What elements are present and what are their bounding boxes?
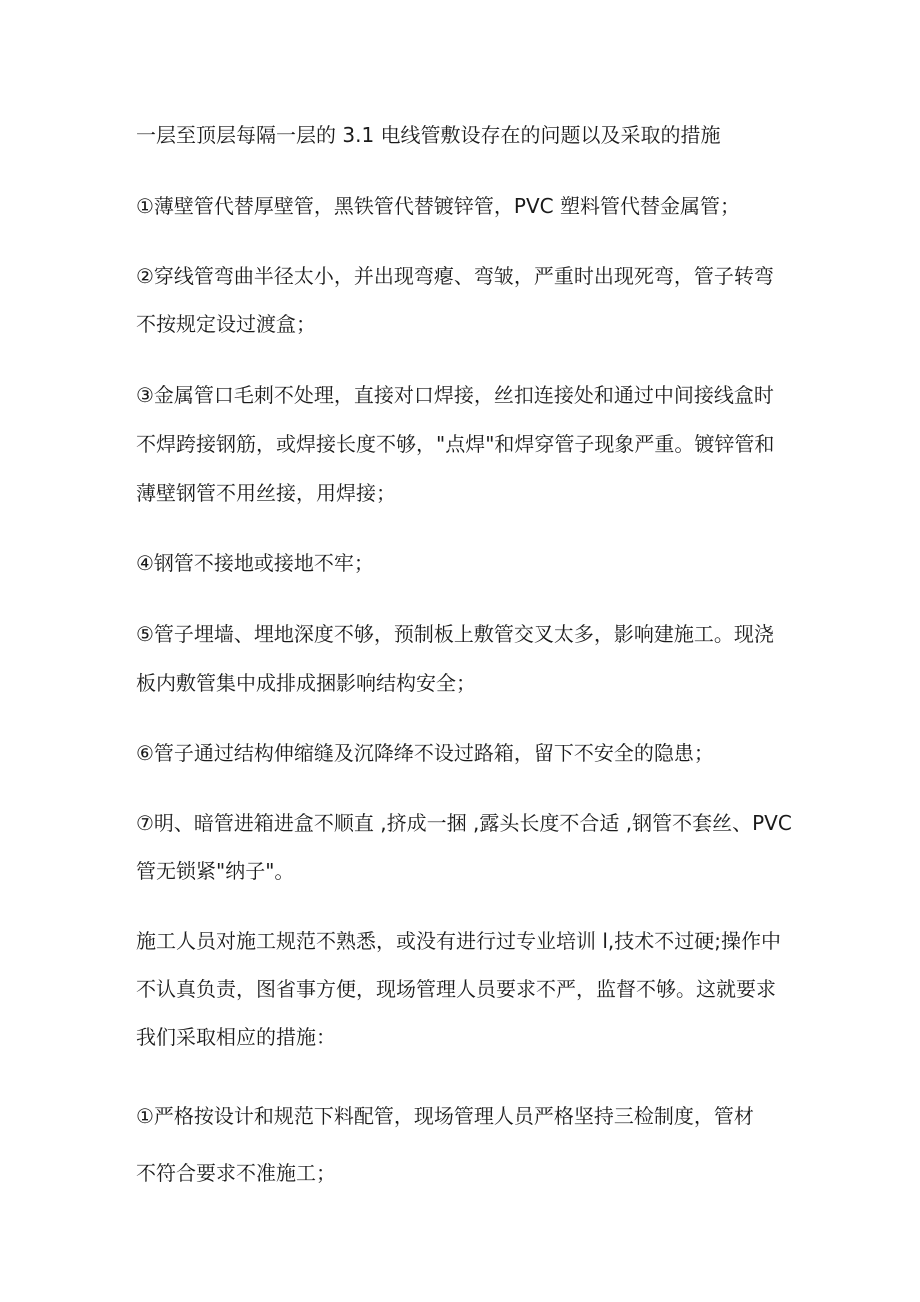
text-line: ⑦明、暗管进箱进盒不顺直 ,挤成一捆 ,露头长度不合适 ,钢管不套丝、PVC xyxy=(136,811,792,835)
text-line: ③金属管口毛刺不处理，直接对口焊接，丝扣连接处和通过中间接线盒时 xyxy=(136,383,774,407)
text-line: ①严格按设计和规范下料配管，现场管理人员严格坚持三检制度，管材 xyxy=(136,1104,754,1128)
text-line: 施工人员对施工规范不熟悉，或没有进行过专业培训 l,技术不过硬;操作中 xyxy=(136,929,782,953)
text-line: ⑥管子通过结构伸缩缝及沉降绛不设过路箱，留下不安全的隐患； xyxy=(136,741,714,765)
text-line: 不焊跨接钢筋，或焊接长度不够，"点焊"和焊穿管子现象严重。镀锌管和 xyxy=(136,432,775,456)
text-line: ②穿线管弯曲半径太小，并出现弯瘪、弯皱，严重时出现死弯，管子转弯 xyxy=(136,264,774,288)
text-line: ④钢管不接地或接地不牢； xyxy=(136,551,374,575)
text-line: ①薄壁管代替厚壁管，黑铁管代替镀锌管，PVC 塑料管代替金属管； xyxy=(136,194,740,218)
text-line: 薄壁钢管不用丝接，用焊接； xyxy=(136,481,396,505)
text-line: 板内敷管集中成排成捆影响结构安全； xyxy=(136,671,476,695)
text-line: 不符合要求不准施工； xyxy=(136,1161,336,1185)
text-line: 管无锁紧"纳子"。 xyxy=(136,859,295,883)
text-line: 不按规定设过渡盒； xyxy=(136,312,316,336)
text-line: ⑤管子埋墙、埋地深度不够，预制板上敷管交叉太多，影响建施工。现浇 xyxy=(136,622,774,646)
text-line: 我们采取相应的措施： xyxy=(136,1025,336,1049)
heading-line: 一层至顶层每隔一层的 3.1 电线管敷设存在的问题以及采取的措施 xyxy=(136,123,721,147)
text-line: 不认真负责，图省事方便，现场管理人员要求不严，监督不够。这就要求 xyxy=(136,977,776,1001)
